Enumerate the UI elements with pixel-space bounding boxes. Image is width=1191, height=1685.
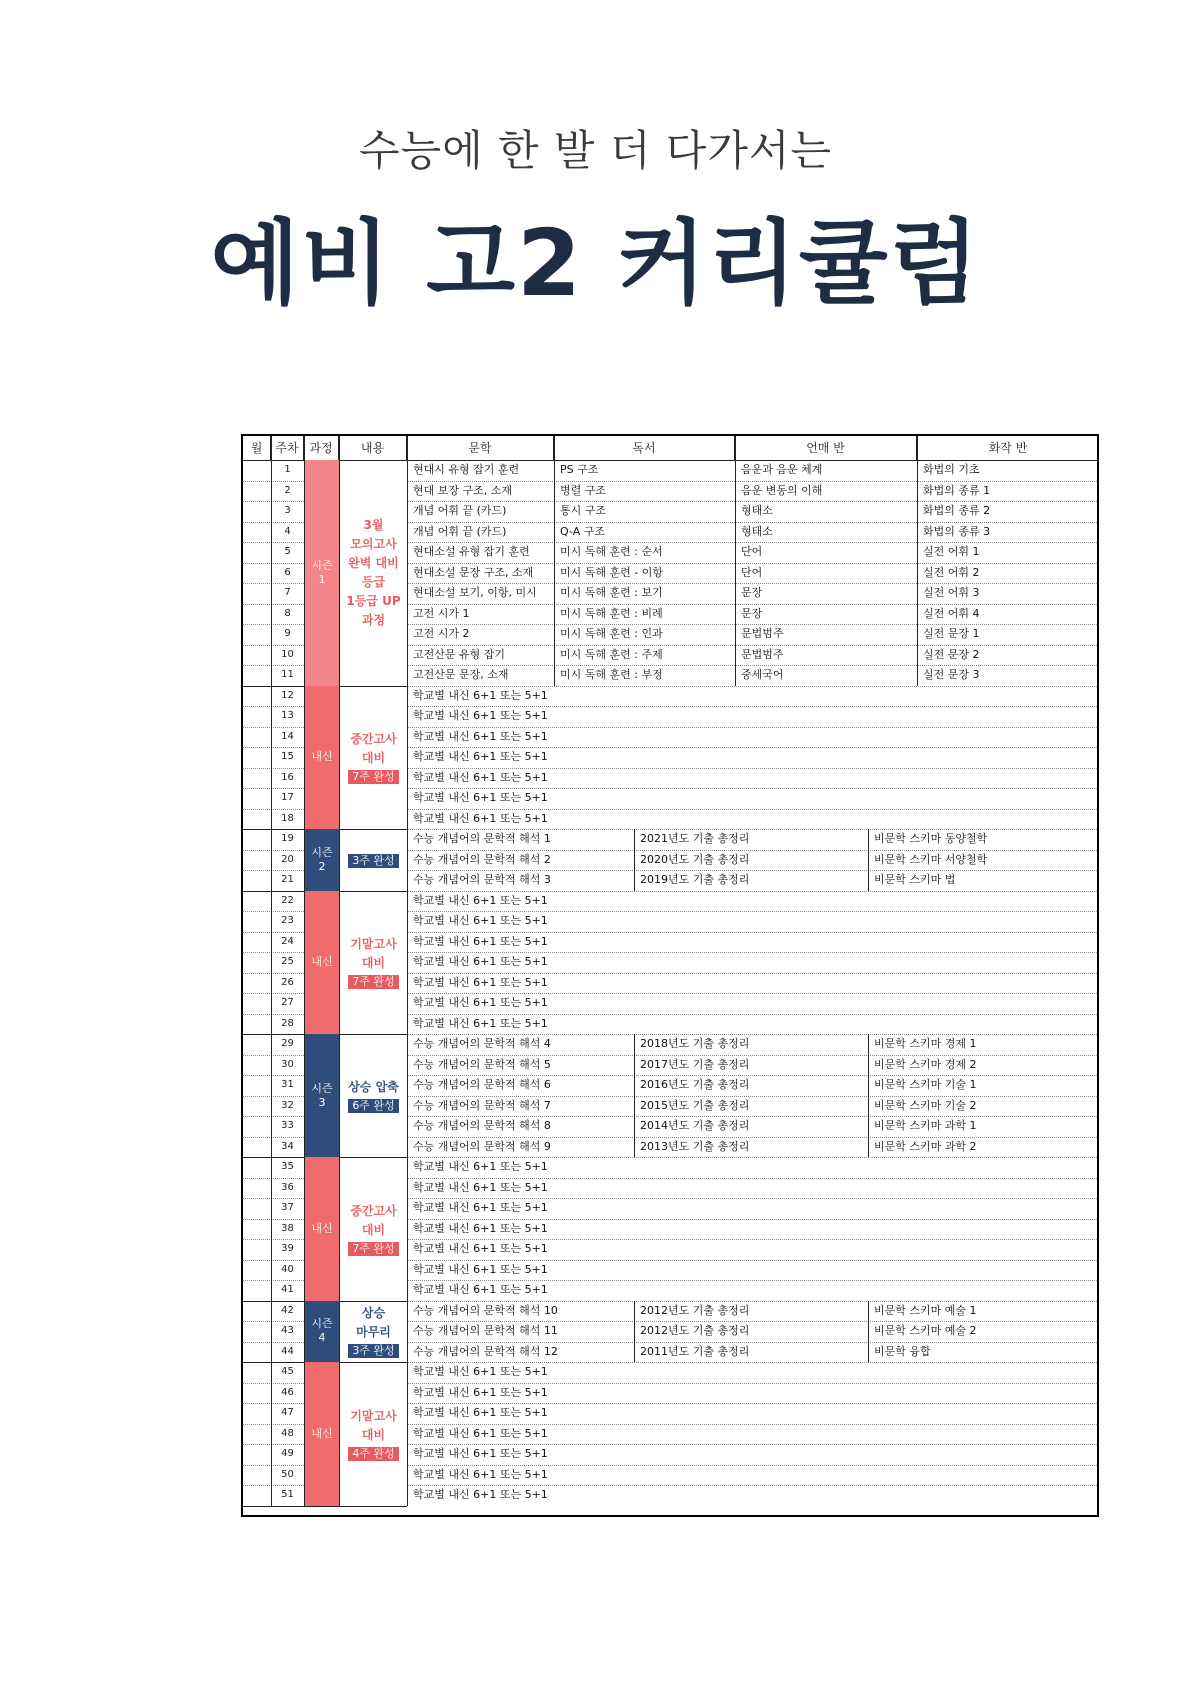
row-divider xyxy=(243,1280,304,1281)
column-divider xyxy=(868,1321,869,1342)
column-header: 독서 xyxy=(554,436,735,460)
lesson-text: 병렬 구조 xyxy=(560,483,607,497)
lesson-text: 실전 문장 2 xyxy=(923,647,980,661)
lesson-text: 음운 변동의 이해 xyxy=(741,483,823,497)
week-number: 41 xyxy=(281,1284,294,1295)
column-divider xyxy=(868,1137,869,1158)
process-cell xyxy=(305,686,339,830)
duration-badge: 3주 완성 xyxy=(348,854,398,868)
row-divider xyxy=(243,1342,304,1343)
content-cell xyxy=(340,686,407,830)
duration-badge: 7주 완성 xyxy=(348,1242,398,1256)
content-label: 3월 xyxy=(363,517,384,532)
week-number: 22 xyxy=(281,894,294,906)
lesson-text: 2018년도 기출 총정리 xyxy=(640,1037,750,1050)
lesson-text: 화법의 종류 1 xyxy=(923,483,991,497)
lesson-text: 학교별 내신 6+1 또는 5+1 xyxy=(413,1365,548,1378)
column-divider xyxy=(407,436,408,1506)
row-divider xyxy=(243,1383,304,1384)
lesson-text: 비문학 스키마 예술 1 xyxy=(874,1303,977,1317)
row-divider xyxy=(243,768,304,769)
row-divider xyxy=(243,1219,304,1220)
lesson-text: 실전 어휘 4 xyxy=(923,606,980,620)
lesson-text: 학교별 내신 6+1 또는 5+1 xyxy=(413,770,548,784)
process-label: 내신 xyxy=(311,750,333,764)
lesson-text: 수능 개념어의 문학적 해석 3 xyxy=(413,873,551,886)
week-number: 20 xyxy=(281,853,294,865)
lesson-text: 학교별 내신 6+1 또는 5+1 xyxy=(413,1467,548,1481)
lesson-text: 학교별 내신 6+1 또는 5+1 xyxy=(413,1447,548,1460)
lesson-text: 수능 개념어의 문학적 해석 1 xyxy=(413,832,551,845)
lesson-text: 학교별 내신 6+1 또는 5+1 xyxy=(413,955,548,968)
week-number: 38 xyxy=(281,1222,294,1234)
lesson-text: 고전 시가 1 xyxy=(413,606,470,620)
duration-badge: 7주 완성 xyxy=(348,770,398,784)
column-divider xyxy=(868,1116,869,1137)
row-divider xyxy=(243,1321,304,1322)
lesson-text: 학교별 내신 6+1 또는 5+1 xyxy=(413,975,548,989)
week-number: 19 xyxy=(281,833,294,844)
lesson-text: 단어 xyxy=(741,565,763,579)
week-number: 15 xyxy=(281,751,294,762)
lesson-text: 2012년도 기출 총정리 xyxy=(640,1303,750,1317)
row-divider xyxy=(243,1137,304,1138)
row-divider xyxy=(243,1075,304,1076)
process-label: 내신 xyxy=(311,1221,333,1235)
lesson-text: 수능 개념어의 문학적 해석 11 xyxy=(413,1324,558,1337)
process-cell xyxy=(305,1034,339,1157)
lesson-text: 실전 어휘 2 xyxy=(923,565,980,579)
row-divider xyxy=(243,788,304,789)
week-number: 32 xyxy=(281,1099,294,1111)
week-number: 4 xyxy=(284,525,291,537)
content-label: 등급 xyxy=(361,574,386,589)
week-number: 16 xyxy=(281,771,294,783)
lesson-text: 2017년도 기출 총정리 xyxy=(640,1057,750,1071)
content-label: 대비 xyxy=(361,956,386,971)
column-divider xyxy=(868,1096,869,1117)
process-label: 시즌 xyxy=(311,1081,333,1095)
column-header: 내용 xyxy=(339,436,407,460)
lesson-text: 수능 개념어의 문학적 해석 5 xyxy=(413,1057,551,1071)
column-header: 과정 xyxy=(304,436,339,460)
lesson-text: 비문학 스키마 과학 2 xyxy=(874,1139,977,1153)
lesson-text: 비문학 스키마 과학 1 xyxy=(874,1119,977,1132)
week-number: 36 xyxy=(281,1181,294,1193)
lesson-text: 화법의 종류 3 xyxy=(923,524,991,538)
week-number: 2 xyxy=(284,484,291,496)
week-number: 51 xyxy=(281,1489,294,1500)
lesson-text: 문장 xyxy=(741,586,763,599)
content-cell xyxy=(340,1301,407,1363)
content-label: 대비 xyxy=(361,1427,386,1442)
content-label: 중간고사 xyxy=(350,732,397,747)
lesson-text: 개념 어휘 끝 (카드) xyxy=(413,524,507,538)
content-cell xyxy=(340,460,407,686)
lesson-text: 통시 구조 xyxy=(560,504,607,517)
lesson-text: Q-A 구조 xyxy=(560,524,605,538)
week-number: 44 xyxy=(281,1345,294,1357)
process-cell xyxy=(305,1157,339,1301)
process-cell xyxy=(305,1301,339,1363)
column-header: 주차 xyxy=(271,436,304,460)
lesson-text: 수능 개념어의 문학적 해석 7 xyxy=(413,1098,551,1112)
row-divider xyxy=(243,583,304,584)
row-divider xyxy=(243,1403,304,1404)
lesson-text: 음운과 음운 체계 xyxy=(741,463,823,476)
lesson-text: 미시 독해 훈련 : 인과 xyxy=(560,627,663,640)
lesson-text: 현대소설 문장 구조, 소재 xyxy=(413,565,534,579)
column-header: 월 xyxy=(243,436,271,460)
lesson-text: 형태소 xyxy=(741,524,773,538)
week-number: 11 xyxy=(281,669,294,680)
process-label: 4 xyxy=(318,1331,326,1345)
row-divider xyxy=(243,542,304,543)
lesson-text: 실전 어휘 1 xyxy=(923,545,980,558)
content-cell xyxy=(340,1034,407,1157)
lesson-text: 학교별 내신 6+1 또는 5+1 xyxy=(413,1385,548,1399)
lesson-text: 미시 독해 훈련 : 순서 xyxy=(560,545,663,558)
content-label: 상승 xyxy=(361,1306,386,1321)
lesson-text: 학교별 내신 6+1 또는 5+1 xyxy=(413,811,548,825)
week-number: 13 xyxy=(281,710,294,721)
lesson-text: 학교별 내신 6+1 또는 5+1 xyxy=(413,1488,548,1501)
row-divider xyxy=(243,604,304,605)
row-divider xyxy=(243,1198,304,1199)
week-number: 48 xyxy=(281,1427,294,1439)
lesson-text: 비문학 융합 xyxy=(874,1344,931,1358)
week-number: 12 xyxy=(281,689,294,701)
lesson-text: 미시 독해 훈련 : 보기 xyxy=(560,586,663,599)
week-number: 47 xyxy=(281,1407,294,1418)
block-divider xyxy=(243,1506,407,1507)
row-divider xyxy=(243,1178,304,1179)
column-divider xyxy=(868,870,869,891)
lesson-text: 2011년도 기출 총정리 xyxy=(640,1344,750,1358)
content-cell xyxy=(340,1157,407,1301)
lesson-text: 수능 개념어의 문학적 해석 9 xyxy=(413,1139,551,1153)
week-number: 30 xyxy=(281,1058,294,1070)
lesson-text: 비문학 스키마 서양철학 xyxy=(874,852,988,866)
week-number: 17 xyxy=(281,792,294,803)
lesson-text: 학교별 내신 6+1 또는 5+1 xyxy=(413,688,548,702)
week-number: 21 xyxy=(281,874,294,885)
column-divider xyxy=(634,850,635,871)
column-divider xyxy=(554,436,555,686)
lesson-text: 수능 개념어의 문학적 해석 12 xyxy=(413,1344,558,1358)
column-divider xyxy=(634,1096,635,1117)
column-divider xyxy=(271,436,272,1506)
column-divider xyxy=(634,1075,635,1096)
lesson-text: 고전 시가 2 xyxy=(413,627,470,640)
content-label: 마무리 xyxy=(356,1325,391,1340)
row-divider xyxy=(243,481,304,482)
row-divider xyxy=(243,665,304,666)
row-divider xyxy=(243,747,304,748)
week-number: 31 xyxy=(281,1079,294,1090)
week-number: 14 xyxy=(281,730,294,742)
row-divider xyxy=(243,727,304,728)
content-cell xyxy=(340,1362,407,1506)
week-number: 10 xyxy=(281,648,294,660)
lesson-text: 화법의 종류 2 xyxy=(923,504,991,517)
row-divider xyxy=(243,993,304,994)
content-label: 기말고사 xyxy=(350,1408,397,1423)
process-cell xyxy=(305,460,339,686)
row-divider xyxy=(243,932,304,933)
curriculum-table xyxy=(241,434,1099,1517)
week-number: 5 xyxy=(284,546,291,557)
lesson-text: 비문학 스키마 경제 2 xyxy=(874,1057,977,1071)
row-divider xyxy=(243,1116,304,1117)
lesson-text: 미시 독해 훈련 : 비례 xyxy=(560,606,663,620)
column-header: 언매 반 xyxy=(735,436,917,460)
process-label: 내신 xyxy=(311,955,333,969)
lesson-text: 화법의 기초 xyxy=(923,463,980,476)
column-divider xyxy=(634,1301,635,1322)
lesson-text: 실전 문장 1 xyxy=(923,627,980,640)
column-divider xyxy=(634,1342,635,1363)
lesson-text: 미시 독해 훈련 - 이항 xyxy=(560,565,663,579)
process-cell xyxy=(305,829,339,891)
lesson-text: 2020년도 기출 총정리 xyxy=(640,852,750,866)
lesson-text: 문법범주 xyxy=(741,647,784,661)
column-divider xyxy=(868,1075,869,1096)
content-label: 과정 xyxy=(361,612,386,627)
lesson-text: 비문학 스키마 동양철학 xyxy=(874,832,988,845)
process-cell xyxy=(305,891,339,1035)
process-label: 시즌 xyxy=(311,1317,333,1331)
lesson-text: 비문학 스키마 예술 2 xyxy=(874,1324,977,1337)
row-divider xyxy=(243,1055,304,1056)
lesson-text: 문법범주 xyxy=(741,627,784,640)
lesson-text: 현대소설 보기, 이항, 미시 xyxy=(413,586,537,599)
process-label: 2 xyxy=(318,859,326,873)
week-number: 26 xyxy=(281,976,294,988)
lesson-text: 2012년도 기출 총정리 xyxy=(640,1324,750,1337)
lesson-text: 형태소 xyxy=(741,504,773,517)
row-divider xyxy=(243,973,304,974)
lesson-text: 중세국어 xyxy=(741,668,784,681)
week-number: 6 xyxy=(284,566,291,578)
lesson-text: 수능 개념어의 문학적 해석 6 xyxy=(413,1078,551,1091)
content-label: 중간고사 xyxy=(350,1203,397,1218)
lesson-text: 학교별 내신 6+1 또는 5+1 xyxy=(413,1406,548,1419)
lesson-text: 실전 어휘 3 xyxy=(923,586,980,599)
lesson-text: 학교별 내신 6+1 또는 5+1 xyxy=(413,1426,548,1440)
row-divider xyxy=(243,809,304,810)
page-title: 예비 고2 커리큘럼 xyxy=(210,210,981,317)
week-number: 24 xyxy=(281,935,294,947)
lesson-text: 수능 개념어의 문학적 해석 2 xyxy=(413,852,551,866)
row-divider xyxy=(243,1260,304,1261)
week-number: 33 xyxy=(281,1120,294,1131)
week-number: 1 xyxy=(284,464,291,475)
lesson-text: 학교별 내신 6+1 또는 5+1 xyxy=(413,1201,548,1214)
week-number: 46 xyxy=(281,1386,294,1398)
lesson-text: 학교별 내신 6+1 또는 5+1 xyxy=(413,1242,548,1255)
lesson-text: 학교별 내신 6+1 또는 5+1 xyxy=(413,934,548,948)
lesson-text: 2016년도 기출 총정리 xyxy=(640,1078,750,1091)
lesson-text: 비문학 스키마 법 xyxy=(874,873,956,886)
row-divider xyxy=(243,563,304,564)
row-divider xyxy=(243,1485,304,1486)
content-cell xyxy=(340,829,407,891)
lesson-text: 학교별 내신 6+1 또는 5+1 xyxy=(413,1283,548,1296)
week-number: 18 xyxy=(281,812,294,824)
lesson-text: PS 구조 xyxy=(560,463,599,476)
duration-badge: 7주 완성 xyxy=(348,975,398,989)
row-divider xyxy=(243,952,304,953)
column-divider xyxy=(634,1034,635,1055)
column-divider xyxy=(917,436,918,686)
lesson-text: 학교별 내신 6+1 또는 5+1 xyxy=(413,893,548,907)
row-divider xyxy=(243,645,304,646)
lesson-text: 수능 개념어의 문학적 해석 8 xyxy=(413,1119,551,1132)
process-label: 1 xyxy=(318,572,326,586)
lesson-text: 문장 xyxy=(741,606,763,620)
week-number: 45 xyxy=(281,1366,294,1377)
lesson-text: 학교별 내신 6+1 또는 5+1 xyxy=(413,1160,548,1173)
lesson-text: 수능 개념어의 문학적 해석 4 xyxy=(413,1037,551,1050)
lesson-text: 학교별 내신 6+1 또는 5+1 xyxy=(413,729,548,743)
row-divider xyxy=(243,522,304,523)
column-divider xyxy=(735,436,736,686)
lesson-text: 2014년도 기출 총정리 xyxy=(640,1119,750,1132)
row-divider xyxy=(243,870,304,871)
row-divider xyxy=(243,1014,304,1015)
content-label: 상승 압축 xyxy=(348,1080,399,1094)
row-divider xyxy=(243,1096,304,1097)
process-label: 내신 xyxy=(311,1426,333,1440)
lesson-text: 개념 어휘 끝 (카드) xyxy=(413,504,507,517)
lesson-text: 2013년도 기출 총정리 xyxy=(640,1139,750,1153)
week-number: 50 xyxy=(281,1468,294,1480)
week-number: 40 xyxy=(281,1263,294,1275)
lesson-text: 2021년도 기출 총정리 xyxy=(640,832,750,845)
week-number: 9 xyxy=(284,628,291,639)
duration-badge: 4주 완성 xyxy=(348,1447,398,1461)
lesson-text: 학교별 내신 6+1 또는 5+1 xyxy=(413,1180,548,1194)
lesson-text: 2015년도 기출 총정리 xyxy=(640,1098,750,1112)
process-cell xyxy=(305,1362,339,1506)
process-label: 시즌 xyxy=(311,845,333,859)
lesson-text: 학교별 내신 6+1 또는 5+1 xyxy=(413,750,548,763)
week-number: 43 xyxy=(281,1325,294,1336)
row-divider xyxy=(243,1239,304,1240)
content-label: 완벽 대비 xyxy=(348,555,399,570)
week-number: 27 xyxy=(281,997,294,1008)
row-divider xyxy=(243,624,304,625)
week-number: 28 xyxy=(281,1017,294,1029)
column-divider xyxy=(634,1116,635,1137)
content-label: 모의고사 xyxy=(350,536,397,551)
week-number: 23 xyxy=(281,915,294,926)
content-label: 대비 xyxy=(361,1222,386,1237)
content-label: 대비 xyxy=(361,751,386,766)
week-number: 37 xyxy=(281,1202,294,1213)
row-divider xyxy=(243,1424,304,1425)
week-number: 29 xyxy=(281,1038,294,1049)
lesson-text: 현대시 유형 잡기 훈련 xyxy=(413,463,520,476)
lesson-text: 학교별 내신 6+1 또는 5+1 xyxy=(413,791,548,804)
column-divider xyxy=(868,850,869,871)
duration-badge: 3주 완성 xyxy=(348,1344,398,1358)
column-divider xyxy=(868,1055,869,1076)
week-number: 49 xyxy=(281,1448,294,1459)
column-divider xyxy=(634,870,635,891)
week-number: 7 xyxy=(284,587,291,598)
lesson-text: 비문학 스키마 기술 1 xyxy=(874,1078,977,1091)
process-label: 시즌 xyxy=(311,558,333,572)
page-subtitle: 수능에 한 발 더 다가서는 xyxy=(358,126,833,175)
column-divider xyxy=(868,1342,869,1363)
column-header: 화작 반 xyxy=(988,441,1028,455)
row-divider xyxy=(243,1444,304,1445)
week-number: 3 xyxy=(284,505,291,516)
content-cell xyxy=(340,891,407,1035)
lesson-text: 비문학 스키마 기술 2 xyxy=(874,1098,977,1112)
week-number: 42 xyxy=(281,1304,294,1316)
lesson-text: 미시 독해 훈련 : 부정 xyxy=(560,668,663,681)
process-label: 3 xyxy=(318,1095,326,1109)
week-number: 25 xyxy=(281,956,294,967)
lesson-text: 학교별 내신 6+1 또는 5+1 xyxy=(413,1262,548,1276)
lesson-text: 학교별 내신 6+1 또는 5+1 xyxy=(413,914,548,927)
column-header: 문학 xyxy=(407,436,554,460)
column-divider xyxy=(868,1034,869,1055)
lesson-text: 학교별 내신 6+1 또는 5+1 xyxy=(413,996,548,1009)
column-divider xyxy=(634,829,635,850)
lesson-text: 2019년도 기출 총정리 xyxy=(640,873,750,886)
duration-badge: 6주 완성 xyxy=(348,1099,398,1113)
lesson-text: 현대 보장 구조, 소재 xyxy=(413,483,512,497)
row-divider xyxy=(243,706,304,707)
content-label: 1등급 UP xyxy=(346,593,401,608)
lesson-text: 현대소설 유형 잡기 훈련 xyxy=(413,545,530,558)
column-divider xyxy=(868,829,869,850)
lesson-text: 학교별 내신 6+1 또는 5+1 xyxy=(413,1221,548,1235)
lesson-text: 수능 개념어의 문학적 해석 10 xyxy=(413,1303,558,1317)
week-number: 39 xyxy=(281,1243,294,1254)
row-divider xyxy=(243,850,304,851)
lesson-text: 학교별 내신 6+1 또는 5+1 xyxy=(413,709,548,722)
lesson-text: 비문학 스키마 경제 1 xyxy=(874,1037,977,1050)
week-number: 8 xyxy=(284,607,291,619)
column-divider xyxy=(868,1301,869,1322)
content-label: 기말고사 xyxy=(350,937,397,952)
lesson-text: 실전 문장 3 xyxy=(923,668,980,681)
lesson-text: 학교별 내신 6+1 또는 5+1 xyxy=(413,1016,548,1030)
column-divider xyxy=(634,1055,635,1076)
week-number: 34 xyxy=(281,1140,294,1152)
row-divider xyxy=(243,501,304,502)
row-divider xyxy=(243,911,304,912)
week-number: 35 xyxy=(281,1161,294,1172)
lesson-text: 고전산문 유형 잡기 xyxy=(413,647,506,661)
column-divider xyxy=(634,1321,635,1342)
lesson-text: 미시 독해 훈련 : 주제 xyxy=(560,647,663,661)
column-divider xyxy=(634,1137,635,1158)
row-divider xyxy=(243,1465,304,1466)
lesson-text: 단어 xyxy=(741,545,763,558)
lesson-text: 고전산문 문장, 소재 xyxy=(413,668,509,681)
